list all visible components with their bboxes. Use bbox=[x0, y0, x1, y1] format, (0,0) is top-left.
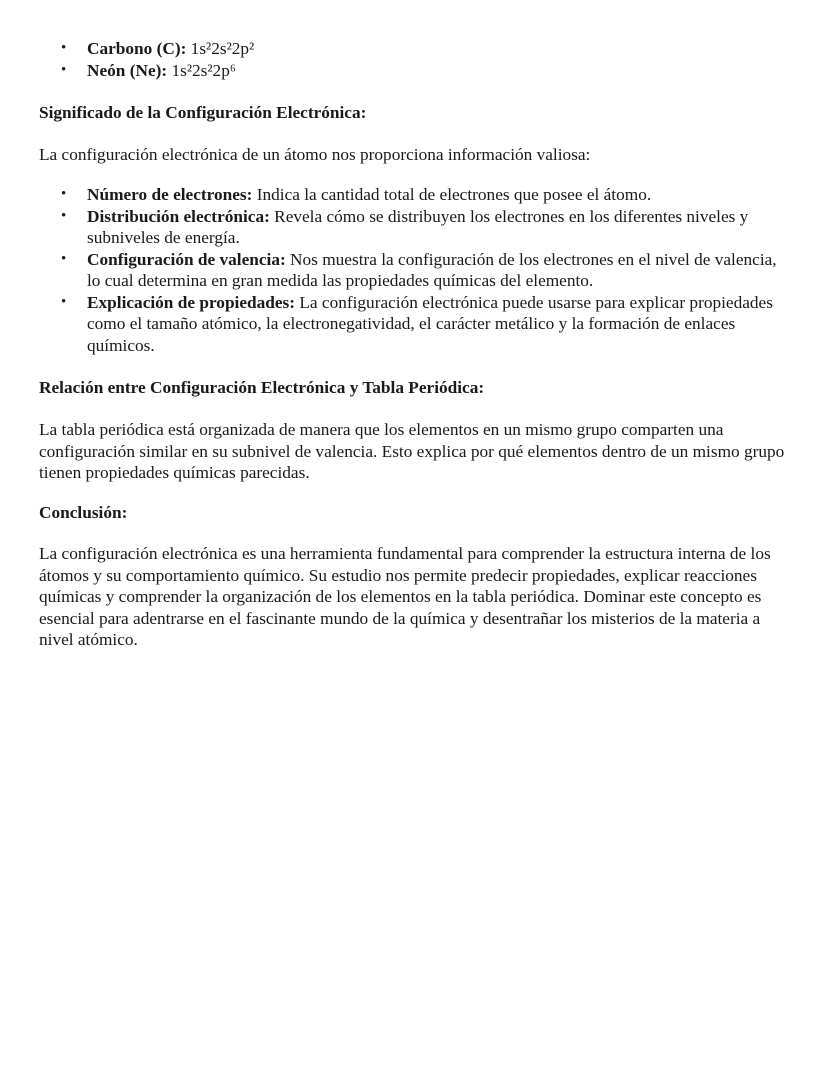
list-item-text: 1s²2s²2p² bbox=[186, 39, 255, 58]
relacion-paragraph: La tabla periódica está organizada de manera que los elementos en un mismo grupo comparten una configuración similar en su subnivel de valencia. Esto explica por qué elementos dentro de un mismo grupo tienen propiedades químicas parecidas. bbox=[39, 420, 785, 482]
section-heading-conclusion: Conclusión: bbox=[39, 503, 128, 522]
list-item-term: Distribución electrónica: bbox=[87, 206, 270, 226]
list-item bbox=[0, 184, 787, 206]
section-heading-significado: Significado de la Configuración Electrónica: bbox=[39, 103, 367, 122]
list-item-text: La configuración electrónica puede usarse para explicar propiedades como el tamaño atómico, la electronegatividad, el carácter metálico y la formación de enlaces químicos. bbox=[87, 292, 773, 355]
electron-config-examples-list bbox=[0, 38, 787, 81]
list-item-term: Número de electrones: bbox=[87, 185, 253, 204]
list-item-text: Revela cómo se distribuyen los electrones en los diferentes niveles y subniveles de energía. bbox=[87, 206, 749, 247]
list-item-term: Configuración de valencia: bbox=[87, 249, 286, 269]
list-item bbox=[0, 60, 787, 82]
conclusion-paragraph: La configuración electrónica es una herramienta fundamental para comprender la estructura interna de los átomos y su comportamiento químico. Su estudio nos permite predecir propiedades, explicar reacciones químicas y comprender la organización de los elementos en la tabla periódica. Dominar este concepto es esencial para adentrarse en el fascinante mundo de la química y desentrañar los misterios de la materia a nivel atómico. bbox=[39, 544, 771, 649]
list-item-term: Carbono (C): bbox=[87, 39, 187, 58]
list-item bbox=[0, 206, 787, 249]
list-item-text: Nos muestra la configuración de los electrones en el nivel de valencia, lo cual determina en gran medida las propiedades químicas del elemento. bbox=[87, 249, 777, 290]
significado-list bbox=[0, 184, 787, 356]
list-item-term: Neón (Ne): bbox=[87, 60, 168, 80]
list-item-text: Indica la cantidad total de electrones que posee el átomo. bbox=[252, 185, 652, 204]
list-item bbox=[0, 292, 787, 357]
list-item-term: Explicación de propiedades: bbox=[87, 292, 296, 312]
section-intro-paragraph: La configuración electrónica de un átomo nos proporciona información valiosa: bbox=[39, 145, 591, 164]
section-heading-relacion: Relación entre Configuración Electrónica y Tabla Periódica: bbox=[39, 378, 485, 397]
list-item-text: 1s²2s²2p⁶ bbox=[167, 60, 236, 80]
list-item bbox=[0, 38, 787, 60]
list-item bbox=[0, 249, 787, 292]
